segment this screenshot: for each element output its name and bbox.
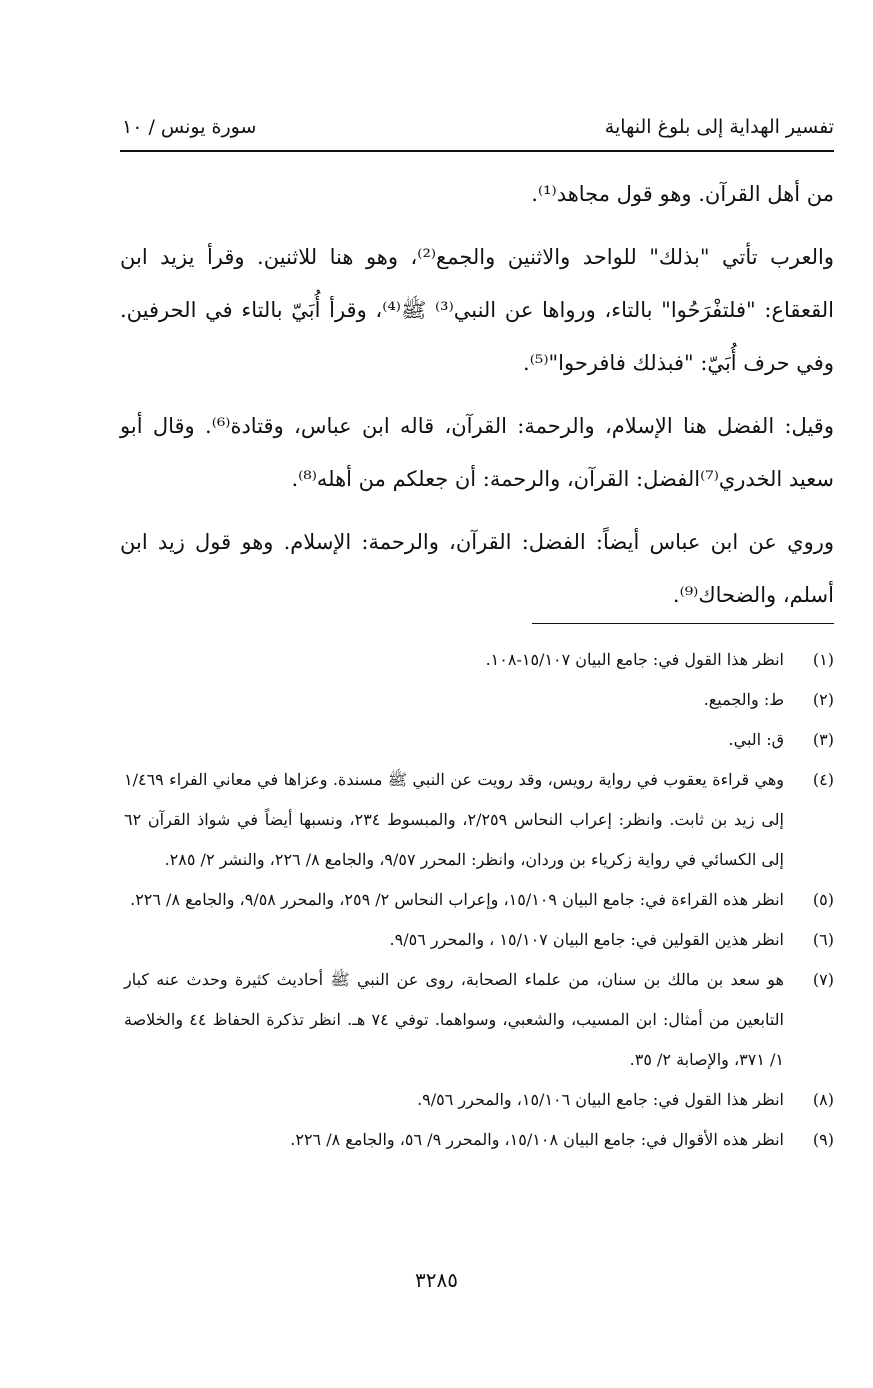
footnote-3 — [124, 720, 834, 760]
footnote-text: انظر هذا القول في: جامع البيان ١٥/١٠٧-١٠٨. — [485, 650, 784, 669]
footnote-text: انظر هذين القولين في: جامع البيان ١٥/١٠٧ ، والمحرر ٩/٥٦. — [389, 930, 784, 949]
footnote-2 — [124, 680, 834, 720]
running-header — [122, 116, 834, 146]
footnote-1 — [124, 640, 834, 680]
footnote-text: هو سعد بن مالك بن سنان، من علماء الصحابة، روى عن النبي ﷺ أحاديث كثيرة وحدث عنه كبار التابعين من أمثال: ابن المسيب، والشعبي، وسواهما. توفي ٧٤ هـ. انظر تذكرة الحفاظ ٤٤ والخلاصة ١/ ٣٧١، والإصابة ٢/ ٣٥. — [124, 970, 785, 1069]
footnote-separator — [532, 623, 834, 624]
main-text — [120, 168, 834, 622]
footnote-7 — [124, 960, 834, 1080]
paragraph-1: من أهل القرآن. وهو قول مجاهد⁽¹⁾. — [531, 182, 834, 206]
footnote-text: ط: والجميع. — [703, 690, 784, 709]
footnote-text: ق: البي. — [728, 730, 784, 749]
footnote-number: (٣) — [812, 730, 834, 749]
footnote-number: (٧) — [812, 970, 834, 989]
footnote-number: (١) — [812, 650, 834, 669]
paragraph-3: وقيل: الفضل هنا الإسلام، والرحمة: القرآن، قاله ابن عباس، وقتادة⁽⁶⁾. وقال أبو سعيد الخدري⁽⁷⁾الفضل: القرآن، والرحمة: أن جعلكم من أهله⁽⁸⁾. — [120, 414, 834, 491]
surah-label: سورة يونس / ١٠ — [122, 116, 257, 138]
footnote-text: وهي قراءة يعقوب في رواية رويس، وقد رويت عن النبي ﷺ مسندة. وعزاها في معاني الفراء ١/٤٦٩ إلى زيد بن ثابت. وانظر: إعراب النحاس ٢/٢٥٩، والمبسوط ٢٣٤، ونسبها أيضاً في شواذ القرآن ٦٢ إلى الكسائي في رواية زكرياء بن وردان، وانظر: المحرر ٩/٥٧، والجامع ٨/ ٢٢٦، والنشر ٢/ ٢٨٥. — [124, 770, 784, 869]
footnote-5 — [124, 880, 834, 920]
footnote-number: (٥) — [812, 890, 834, 909]
page-number: ٣٢٨٥ — [415, 1268, 458, 1292]
footnote-text: انظر هذه القراءة في: جامع البيان ١٥/١٠٩، وإعراب النحاس ٢/ ٢٥٩، والمحرر ٩/٥٨، والجامع ٨/ ٢٢٦. — [130, 890, 784, 909]
footnote-number: (٢) — [812, 690, 834, 709]
paragraph-2: والعرب تأتي "بذلك" للواحد والاثنين والجمع⁽²⁾، وهو هنا للاثنين. وقرأ يزيد ابن القعقاع: "فلتفْرَحُوا" بالتاء، ورواها عن النبي⁽³⁾ ﷺ⁽⁴⁾، وقرأ أُبَيّ بالتاء في الحرفين. وفي حرف أُبَيّ: "فبذلك فافرحوا"⁽⁵⁾. — [120, 245, 834, 375]
footnote-4 — [124, 760, 834, 880]
footnote-number: (٨) — [812, 1090, 834, 1109]
footnote-6 — [124, 920, 834, 960]
paragraph-4: وروي عن ابن عباس أيضاً: الفضل: القرآن، والرحمة: الإسلام. وهو قول زيد ابن أسلم، والضحاك⁽⁹⁾. — [120, 530, 834, 607]
book-title: تفسير الهداية إلى بلوغ النهاية — [604, 116, 834, 138]
footnote-text: انظر هذا القول في: جامع البيان ١٥/١٠٦، والمحرر ٩/٥٦. — [417, 1090, 784, 1109]
footnotes-list — [124, 640, 834, 1160]
footnote-text: انظر هذه الأقوال في: جامع البيان ١٥/١٠٨، والمحرر ٩/ ٥٦، والجامع ٨/ ٢٢٦. — [290, 1130, 784, 1149]
footnote-number: (٦) — [812, 930, 834, 949]
footnote-number: (٤) — [812, 770, 834, 789]
footnote-8 — [124, 1080, 834, 1120]
header-rule — [120, 150, 834, 152]
footnote-number: (٩) — [812, 1130, 834, 1149]
footnote-9 — [124, 1120, 834, 1160]
